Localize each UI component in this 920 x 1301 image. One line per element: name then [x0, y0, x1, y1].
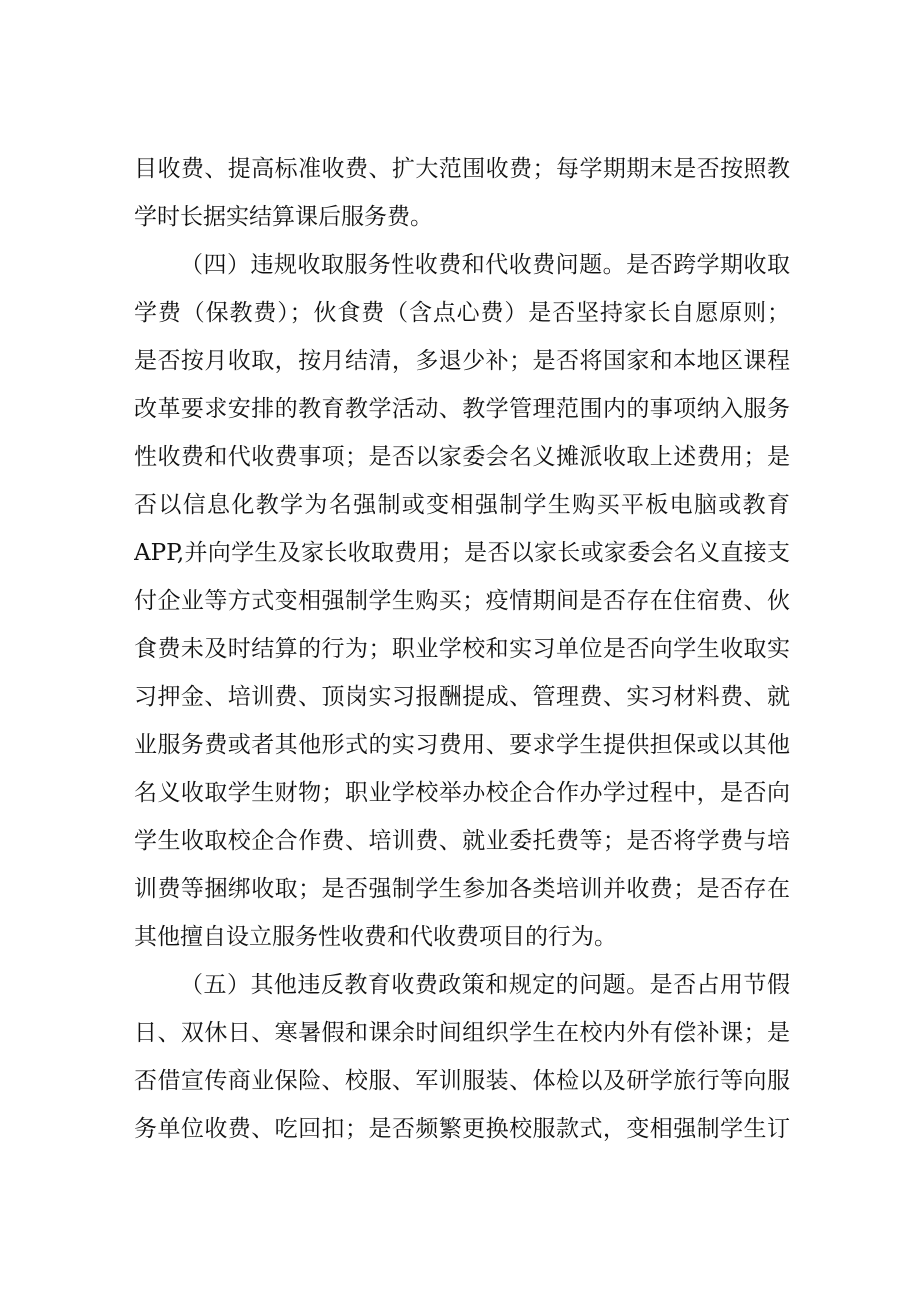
- paragraph-section-5: [134, 961, 790, 1153]
- paragraph-section-4: [134, 241, 790, 961]
- text-line: 习押金、培训费、顶岗实习报酬提成、管理费、实习材料费、就: [134, 684, 790, 710]
- text-line: 否借宣传商业保险、校服、军训服装、体检以及研学旅行等向服: [134, 1068, 790, 1094]
- text-line: 名义收取学生财物；职业学校举办校企合作办学过程中，是否向: [134, 780, 790, 806]
- text-line: 日、双休日、寒暑假和课余时间组织学生在校内外有偿补课；是: [134, 1020, 790, 1046]
- text-line: 学费（保教费）；伙食费（含点心费）是否坚持家长自愿原则；: [134, 300, 790, 326]
- document-body: [134, 145, 790, 1153]
- text-line: 否以信息化教学为名强制或变相强制学生购买平板电脑或教育: [134, 492, 790, 518]
- text-line: 食费未及时结算的行为；职业学校和实习单位是否向学生收取实: [134, 636, 790, 662]
- text-line: 训费等捆绑收取；是否强制学生参加各类培训并收费；是否存在: [134, 876, 790, 902]
- text-line: 是否按月收取，按月结清，多退少补；是否将国家和本地区课程: [134, 348, 790, 374]
- text-line: （四）违规收取服务性收费和代收费问题。是否跨学期收取: [180, 252, 790, 278]
- text-line: 目收费、提高标准收费、扩大范围收费；每学期期末是否按照教: [134, 156, 790, 182]
- text-line: 学时长据实结算课后服务费。: [134, 204, 433, 230]
- text-line: 其他擅自设立服务性收费和代收费项目的行为。: [134, 924, 617, 950]
- text-line: 改革要求安排的教育教学活动、教学管理范围内的事项纳入服务: [134, 396, 790, 422]
- text-line: 性收费和代收费事项；是否以家委会名义摊派收取上述费用；是: [134, 444, 790, 470]
- text-line: APP,并向学生及家长收取费用；是否以家长或家委会名义直接支: [134, 540, 790, 566]
- text-line: 务单位收费、吃回扣；是否频繁更换校服款式，变相强制学生订: [134, 1116, 790, 1142]
- paragraph-continuation: [134, 145, 790, 241]
- text-line: 付企业等方式变相强制学生购买；疫情期间是否存在住宿费、伙: [134, 588, 790, 614]
- text-line: 学生收取校企合作费、培训费、就业委托费等；是否将学费与培: [134, 828, 790, 854]
- text-line: 业服务费或者其他形式的实习费用、要求学生提供担保或以其他: [134, 732, 790, 758]
- text-line: （五）其他违反教育收费政策和规定的问题。是否占用节假: [180, 972, 790, 998]
